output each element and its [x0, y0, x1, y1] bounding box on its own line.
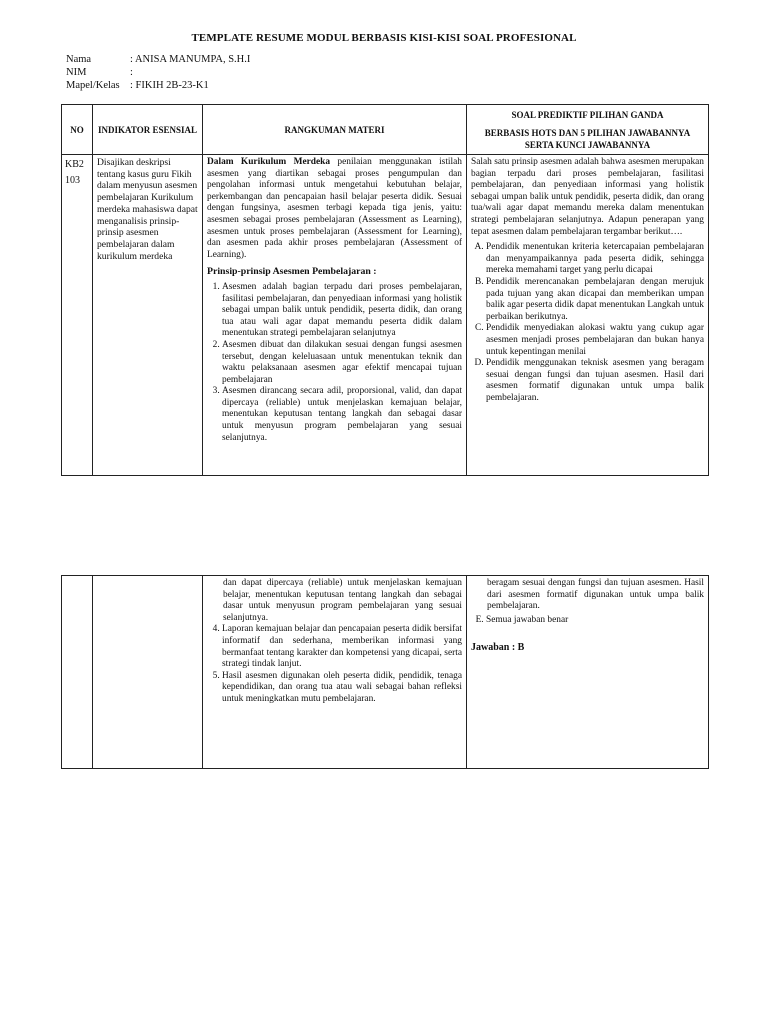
option-e: E. Semua jawaban benar — [486, 615, 704, 627]
header-no: NO — [62, 105, 93, 155]
cell-no — [62, 155, 93, 476]
header-soal — [467, 105, 709, 155]
no-code: KB2 — [65, 159, 84, 170]
class-label: Mapel/Kelas — [66, 80, 120, 91]
principles-list — [207, 282, 462, 444]
indikator-text: Disajikan deskripsi tentang kasus guru Fikih dalam menyusun asesmen pembelajaran Kurikulum merdeka mahasiswa dapat menganalisis prinsip-prinsip asesmen pembelajaran dalam kurikulum merdeka — [97, 157, 198, 262]
cell-soal — [467, 155, 709, 476]
header-row — [62, 105, 709, 155]
nim-label: NIM — [66, 67, 87, 78]
soal-clip — [471, 157, 704, 473]
name-label: Nama — [66, 54, 92, 65]
class-row — [66, 79, 250, 92]
content-row — [62, 155, 709, 476]
principles-list-cont — [207, 624, 462, 705]
option-d: D. Pendidik menggunakan teknisk asesmen yang beragam sesuai dengan fungsi dan tujuan asesmen. Hasil dari asesmen formatif digunakan untuk umpa balik pembelajaran. — [486, 358, 704, 404]
option-a: A. Pendidik menentukan kriteria ketercapaian pembelajaran dan menyampaikannya pada peserta didik, sehingga mereka memahami target yang perlu dicapai — [486, 242, 704, 277]
principle-item: 4. Laporan kemajuan belajar dan pencapaian peserta didik bersifat informatif dan sederhana, memberikan informasi yang bermanfaat tentang karakter dan kompetensi yang dicapai, serta strategi tindak lanjut. — [222, 624, 462, 670]
resume-table-page2 — [61, 575, 709, 769]
name-row — [66, 53, 250, 66]
cell-indikator-cont — [93, 576, 203, 769]
intro-paragraph — [207, 157, 462, 261]
options-list-cont — [471, 615, 704, 627]
principle-item: 1. Asesmen adalah bagian terpadu dari proses pembelajaran, fasilitasi pembelajaran, dan penyediaan informasi yang holistik sebagai umpan balik untuk pendidik, peserta didik, dan orang tua atau wali agar dapat memandu peserta didik dalam menentukan strategi pembelajaran selanjutnya — [222, 282, 462, 340]
options-list — [471, 242, 704, 404]
header-indikator: INDIKATOR ESENSIAL — [93, 105, 203, 155]
header-soal-line1: SOAL PREDIKTIF PILIHAN GANDA — [511, 109, 664, 120]
principle-3-continued: dan dapat dipercaya (reliable) untuk menjelaskan kemajuan belajar, menentukan keputusan tentang langkah dan sebagai dasar untuk menyusun program pembelajaran yang sesuai selanjutnya. — [223, 578, 462, 623]
nim-value: : — [130, 67, 133, 78]
question-text: Salah satu prinsip asesmen adalah bahwa asesmen merupakan bagian terpadu dari proses pembelajaran, fasilitasi pembelajaran, dan penyediaan informasi yang holistik sebagai umpan balik untuk pendidik, peserta didik, dan orang tua/wali agar dapat memandu mereka dalam menentukan strategi pembelajaran selanjutnya. Adapun penerapan yang tepat asesmen dalam pembelajaran tergambar berikut…. — [471, 157, 704, 237]
option-c: C. Pendidik menyediakan alokasi waktu yang cukup agar asesmen menjadi proses pembelajaran dan bukan hanya untuk kepentingan menilai — [486, 323, 704, 358]
cell-soal-cont — [467, 576, 709, 769]
document-title: TEMPLATE RESUME MODUL BERBASIS KISI-KISI SOAL PROFESIONAL — [191, 32, 577, 44]
option-d-continued: beragam sesuai dengan fungsi dan tujuan asesmen. Hasil dari asesmen formatif digunakan untuk umpa balik pembelajaran. — [487, 578, 704, 612]
nim-row — [66, 66, 250, 79]
option-b: B. Pendidik merencanakan pembelajaran dengan merujuk pada tujuan yang akan dicapai dan memberikan umpan balik agar peserta didik dapat menentukan Langkah untuk perbaikan berikutnya. — [486, 277, 704, 323]
cell-rangkuman-cont — [203, 576, 467, 769]
answer-key: Jawaban : B — [471, 642, 525, 654]
principle-item: 2. Asesmen dibuat dan dilakukan sesuai dengan fungsi asesmen tersebut, dengan keleluasaan untuk menentukan teknik dan waktu pelaksanaan asesmen agar efektif mencapai tujuan pembelajaran — [222, 340, 462, 386]
header-rangkuman: RANGKUMAN MATERI — [203, 105, 467, 155]
cell-indikator — [93, 155, 203, 476]
principles-title: Prinsip-prinsip Asesmen Pembelajaran : — [207, 266, 377, 278]
principle-item: 3. Asesmen dirancang secara adil, proporsional, valid, dan dapat dipercaya (reliable) untuk menjelaskan kemajuan belajar, menentukan keputusan tentang langkah dan sebagai dasar untuk menyusun program pembelajaran yang sesuai selanjutnya. — [222, 386, 462, 444]
rangkuman-clip — [207, 157, 462, 473]
intro-bold: Dalam Kurikulum Merdeka — [207, 157, 331, 167]
identity-block — [66, 53, 250, 92]
header-soal-line2: BERBASIS HOTS DAN 5 PILIHAN JAWABANNYA SERTA KUNCI JAWABANNYA — [484, 127, 691, 150]
no-number: 103 — [65, 175, 80, 186]
intro-text: penilaian menggunakan istilah asesmen yang diartikan sebagai proses pengumpulan dan pengolahan informasi untuk mengetahui kebutuhan belajar, perkembangan dan pencapaian hasil belajar peserta didik. Sesuai dengan fungsinya, asesmen terbagi kepada tiga jenis, yaitu: asesmen sebagai proses pembelajaran (Assessment as Learning), asesmen untuk proses pembelajaran (Assessment for Learning), dan asesmen pada akhir proses pembelajaran (Assessment of Learning). — [207, 157, 462, 260]
cell-rangkuman — [203, 155, 467, 476]
continuation-row — [62, 576, 709, 769]
class-value: : FIKIH 2B-23-K1 — [130, 80, 209, 91]
cell-no-cont — [62, 576, 93, 769]
resume-table-page1 — [61, 104, 709, 476]
name-value: : ANISA MANUMPA, S.H.I — [130, 54, 251, 65]
principle-item: 5. Hasil asesmen digunakan oleh peserta didik, pendidik, tenaga kependidikan, dan orang tua atau wali sebagai bahan refleksi untuk meningkatkan mutu pembelajaran. — [222, 671, 462, 706]
